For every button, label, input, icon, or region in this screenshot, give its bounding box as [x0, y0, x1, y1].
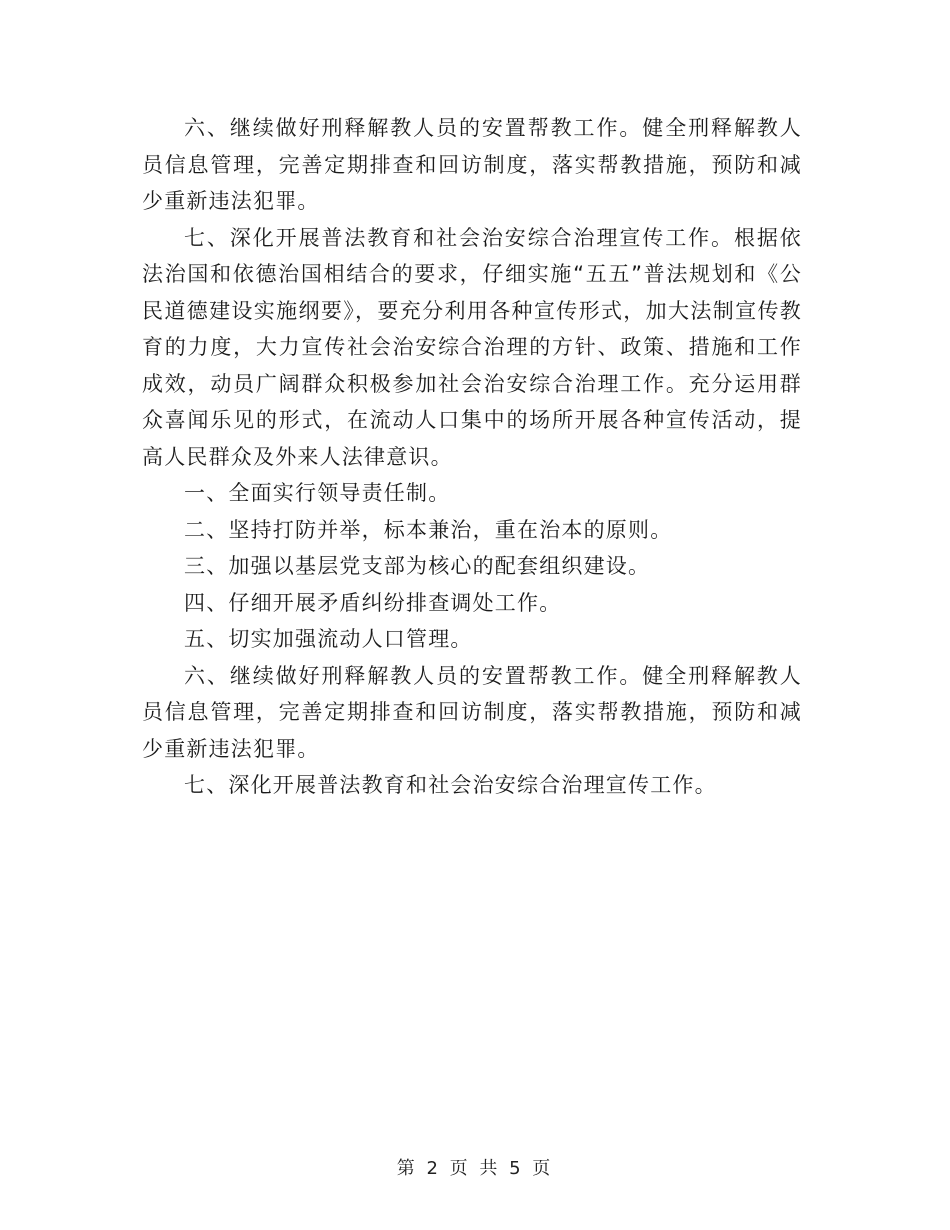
paragraph: 七、深化开展普法教育和社会治安综合治理宣传工作。 — [184, 773, 717, 797]
paragraph: 三、加强以基层党支部为核心的配套组织建设。 — [184, 554, 651, 578]
paragraph: 七、深化开展普法教育和社会治安综合治理宣传工作。根据依法治国和依德治国相结合的要求，仔细实施“五五”普法规划和《公民道德建设实施纲要》，要充分利用各种宣传形式，加大法制宣传教育的力度，大力宣传社会治安综合治理的方针、政策、措施和工作成效，动员广阔群众积极参加社会治安综合治理工作。充分运用群众喜闻乐见的形式，在流动人口集中的场所开展各种宣传活动，提高人民群众及外来人法律意识。 — [142, 225, 802, 469]
paragraph: 五、切实加强流动人口管理。 — [184, 627, 473, 651]
document-body — [142, 110, 802, 804]
paragraph: 一、全面实行领导责任制。 — [184, 481, 451, 505]
paragraph: 六、继续做好刑释解教人员的安置帮教工作。健全刑释解教人员信息管理，完善定期排查和回访制度，落实帮教措施，预防和减少重新违法犯罪。 — [142, 116, 802, 213]
paragraph: 二、坚持打防并举，标本兼治，重在治本的原则。 — [184, 517, 673, 542]
page-number-footer: 第 2 页 共 5 页 — [396, 1158, 554, 1179]
paragraph: 四、仔细开展矛盾纠纷排查调处工作。 — [184, 590, 562, 615]
paragraph: 六、继续做好刑释解教人员的安置帮教工作。健全刑释解教人员信息管理，完善定期排查和回访制度，落实帮教措施，预防和减少重新违法犯罪。 — [142, 663, 802, 761]
